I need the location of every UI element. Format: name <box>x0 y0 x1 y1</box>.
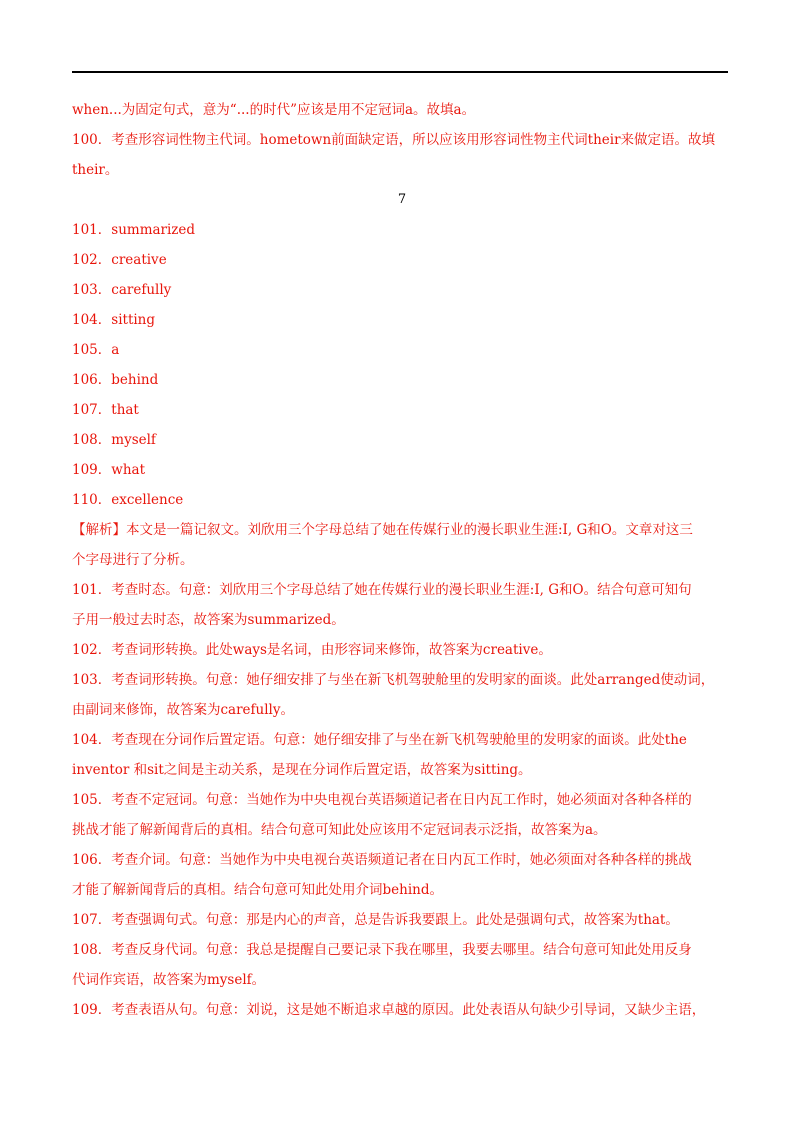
answer-item: 106．behind <box>72 372 159 388</box>
page-content <box>72 95 732 1025</box>
analysis-line: 106．考查介词。句意：当她作为中央电视台英语频道记者在日内瓦工作时，她必须面对各种各样的挑战 <box>72 852 692 868</box>
analysis-line: 才能了解新闻背后的真相。结合句意可知此处用介词behind。 <box>72 882 443 898</box>
analysis-line: 由副词来修饰，故答案为carefully。 <box>72 702 295 718</box>
analysis-line: 108．考查反身代词。句意：我总是提醒自己要记录下我在哪里，我要去哪里。结合句意可知此处用反身 <box>72 942 692 958</box>
analysis-line: 子用一般过去时态，故答案为summarized。 <box>72 612 345 628</box>
analysis-line: 109．考查表语从句。句意：刘说，这是她不断追求卓越的原因。此处表语从句缺少引导词，又缺少主语， <box>72 1002 706 1018</box>
analysis-line: 103．考查词形转换。句意：她仔细安排了与坐在新飞机驾驶舱里的发明家的面谈。此处arranged使动词， <box>72 672 715 688</box>
answer-item: 101．summarized <box>72 222 196 238</box>
answer-item: 109．what <box>72 462 145 478</box>
answer-item: 102．creative <box>72 252 167 268</box>
analysis-line: 挑战才能了解新闻背后的真相。结合句意可知此处应该用不定冠词表示泛指，故答案为a。 <box>72 822 607 838</box>
analysis-line: 个字母进行了分析。 <box>72 552 194 568</box>
analysis-line: 代词作宾语，故答案为myself。 <box>72 972 266 988</box>
answer-item: 107．that <box>72 402 139 418</box>
text-line: 100．考查形容词性物主代词。hometown前面缺定语，所以应该用形容词性物主代词their来做定语。故填 <box>72 132 716 148</box>
analysis-line: inventor 和sit之间是主动关系，是现在分词作后置定语，故答案为sitting。 <box>72 762 532 778</box>
text-line: when...为固定句式，意为“...的时代”应该是用不定冠词a。故填a。 <box>72 102 476 118</box>
analysis-line: 【解析】本文是一篇记叙文。刘欣用三个字母总结了她在传媒行业的漫长职业生涯:I, G和O。文章对这三 <box>72 522 693 538</box>
analysis-line: 105．考查不定冠词。句意：当她作为中央电视台英语频道记者在日内瓦工作时，她必须面对各种各样的 <box>72 792 692 808</box>
analysis-line: 102．考查词形转换。此处ways是名词，由形容词来修饰，故答案为creative。 <box>72 642 552 658</box>
answer-item: 108．myself <box>72 432 156 448</box>
answer-item: 105．a <box>72 342 120 358</box>
text-line: their。 <box>72 162 119 178</box>
answer-item: 103．carefully <box>72 282 172 298</box>
analysis-line: 107．考查强调句式。句意：那是内心的声音，总是告诉我要跟上。此处是强调句式，故答案为that。 <box>72 912 679 928</box>
analysis-line: 101．考查时态。句意：刘欣用三个字母总结了她在传媒行业的漫长职业生涯:I, G和O。结合句意可知句 <box>72 582 692 598</box>
header-rule <box>72 71 728 73</box>
analysis-line: 104．考查现在分词作后置定语。句意：她仔细安排了与坐在新飞机驾驶舱里的发明家的面谈。此处the <box>72 732 687 748</box>
answer-item: 104．sitting <box>72 312 156 328</box>
page-number: 7 <box>397 192 407 207</box>
answer-item: 110．excellence <box>72 492 184 508</box>
